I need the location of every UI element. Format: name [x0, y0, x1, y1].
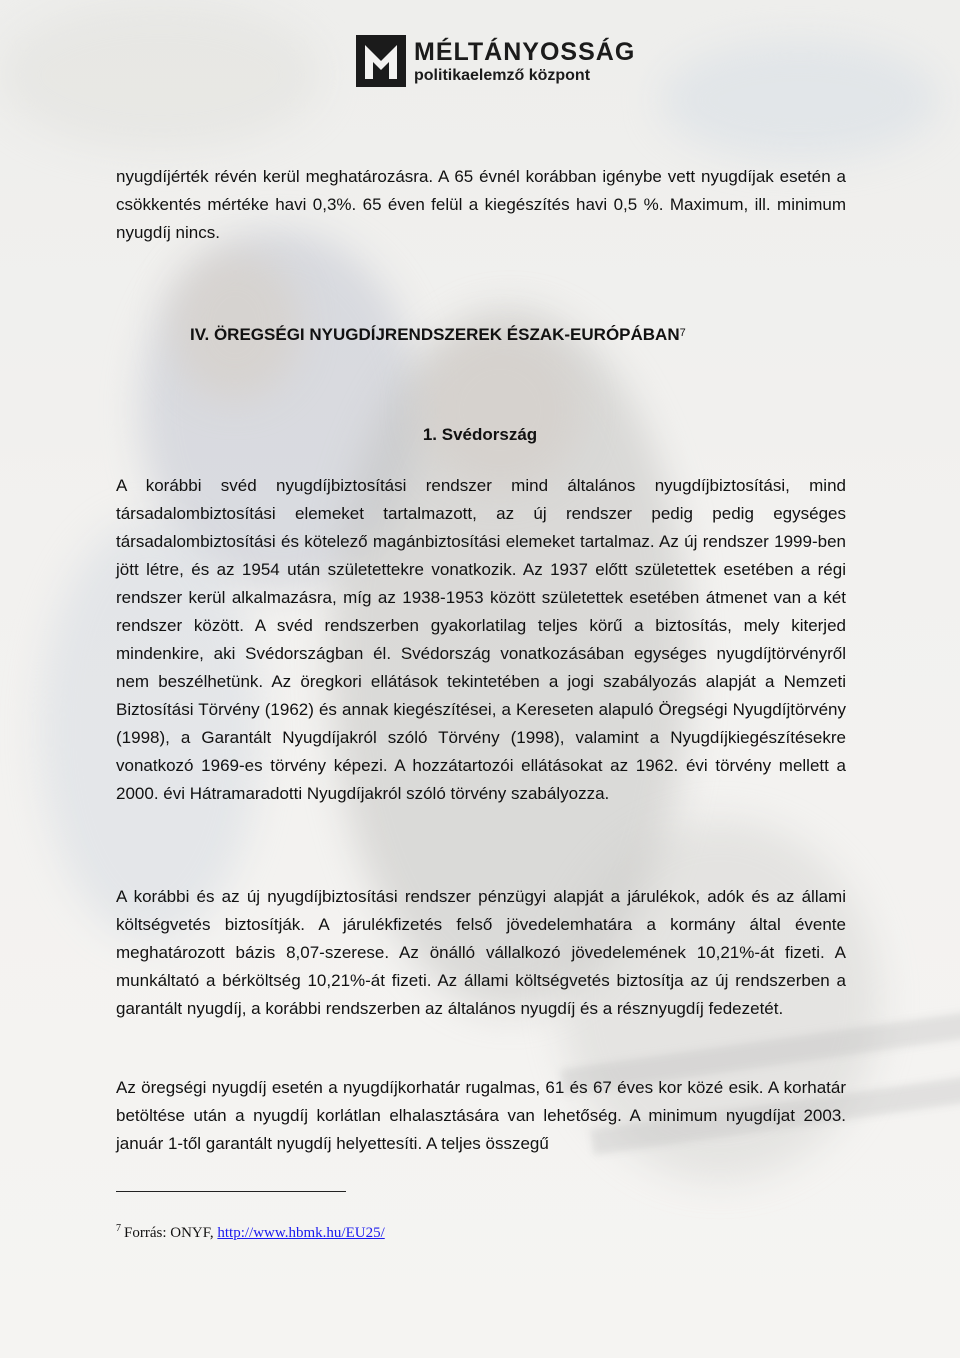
paragraph-block-3	[116, 1074, 846, 1158]
intro-block	[116, 163, 846, 247]
header-logo	[356, 34, 635, 88]
section-heading-text: IV. ÖREGSÉGI NYUGDÍJRENDSZEREK ÉSZAK-EURÓPÁBAN	[190, 325, 680, 344]
logo-title: MÉLTÁNYOSSÁG	[414, 37, 636, 66]
meltanyossag-logo-icon	[356, 35, 406, 87]
section-heading	[190, 322, 686, 348]
paragraph-block-2	[116, 883, 846, 1023]
body-paragraph: A korábbi svéd nyugdíjbiztosítási rendszer mind általános nyugdíjbiztosítási, mind társadalombiztosítási elemeket tartalmazott, az új rendszer pedig pedig egységes társadalombiztosítási és kötelező magánbiztosítási elemeket tartalmaz. Az új rendszer 1999-ben jött létre, és az 1954 után születettekre vonatkozik. Az 1937 előtt születettek esetében a régi rendszer kerül alkalmazásra, míg az 1938-1953 között születettek esetében átmenet van a két rendszer között. A svéd rendszerben gyakorlatilag teljes körű a biztosítás, mely kiterjed mindenkire, aki Svédországban él. Svédország vonatkozásában egységes nyugdíjtörvényről nem beszélhetünk. Az öregkori ellátások tekintetében a jogi szabályozás alapját a Nemzeti Biztosítási Törvény (1962) és annak kiegészítései, a Kereseten alapuló Öregségi Nyugdíjtörvény (1998), a Garantált Nyugdíjakról szóló Törvény (1998), valamint a Nyugdíjkiegészítésekre vonatkozó 1969-es törvény képezi. A hozzátartozói ellátásokat az 1962. évi törvény mellett a 2000. évi Hátramaradotti Nyugdíjakról szóló törvény szabályozza.	[116, 476, 846, 803]
footnote-link[interactable]: http://www.hbmk.hu/EU25/	[217, 1225, 385, 1241]
paragraph-block-1	[116, 472, 846, 808]
footnote-number: 7	[116, 1223, 121, 1234]
intro-paragraph: nyugdíjérték révén kerül meghatározásra. A 65 évnél korábban igénybe vett nyugdíjak esetén a csökkentés mértéke havi 0,3%. 65 éven felül a kiegészítés havi 0,5 %. Maximum, ill. minimum nyugdíj nincs.	[116, 167, 846, 242]
subsection-heading: 1. Svédország	[422, 425, 538, 444]
logo-subtitle: politikaelemző központ	[414, 66, 591, 84]
section-heading-footnote-ref: 7	[679, 327, 686, 339]
body-paragraph: A korábbi és az új nyugdíjbiztosítási rendszer pénzügyi alapját a járulékok, adók és az állami költségvetés biztosítják. A járulékfizetés felső jövedelemhatára a kormány által évente meghatározott bázis 8,07-szerese. Az önálló vállalkozó jövedelemének 10,21%-át fizeti. A munkáltató a bérköltség 10,21%-át fizeti. Az állami költségvetés biztosítja az új rendszerben a garantált nyugdíj, a korábbi rendszerben az általános nyugdíj és a résznyugdíj fedezetét.	[116, 887, 846, 1018]
footnote-divider	[116, 1191, 346, 1192]
footnote-text: Forrás: ONYF,	[124, 1225, 218, 1241]
body-paragraph: Az öregségi nyugdíj esetén a nyugdíjkorhatár rugalmas, 61 és 67 éves kor közé esik. A korhatár betöltése után a nyugdíj korlátlan elhalasztására van lehetőség. A minimum nyugdíjat 2003. január 1-től garantált nyugdíj helyettesíti. A teljes összegű	[116, 1078, 846, 1153]
footnote	[116, 1223, 385, 1243]
